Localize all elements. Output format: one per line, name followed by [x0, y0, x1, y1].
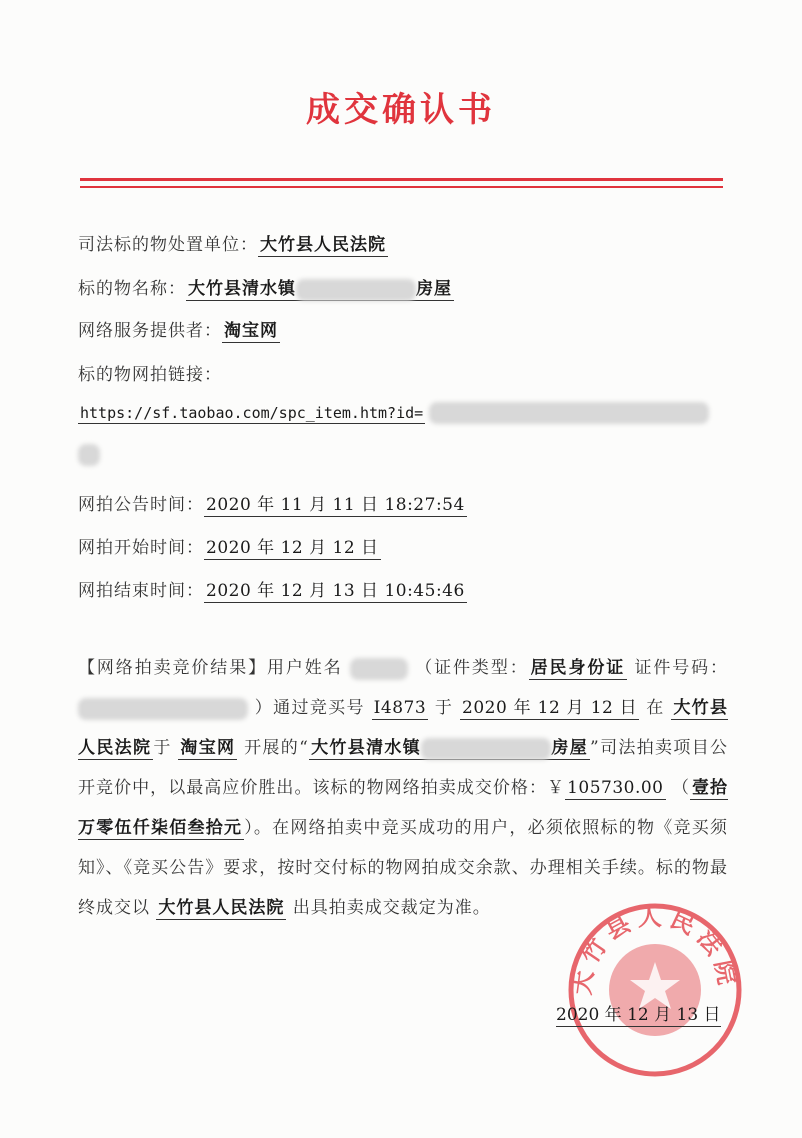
link-label-row — [78, 360, 222, 385]
announce-row — [78, 490, 467, 515]
start-label: 网拍开始时间： — [78, 538, 204, 558]
announce-time: 2020 年 11 月 11 日 18:27:54 — [206, 495, 465, 515]
end-row — [78, 576, 467, 601]
provider-row — [78, 316, 280, 341]
signing-date: 2020 年 12 月 13 日 — [556, 1000, 721, 1027]
disposal-unit-value: 大竹县人民法院 — [260, 235, 386, 255]
disposal-unit-row — [78, 230, 388, 255]
title-rule-thin — [80, 186, 723, 188]
redacted-user-name — [350, 658, 408, 680]
redacted-link-id — [429, 402, 709, 424]
result-heading: 【网络拍卖竞价结果】 — [78, 658, 267, 678]
provider-value: 淘宝网 — [224, 321, 278, 341]
final-price: 105730.00 — [567, 778, 664, 798]
link-row — [78, 402, 709, 424]
bid-number: I4873 — [373, 698, 427, 718]
disposal-unit-label: 司法标的物处置单位： — [78, 235, 258, 255]
id-type: 居民身份证 — [530, 658, 626, 678]
redacted-address — [296, 279, 416, 301]
auction-result-paragraph: 【网络拍卖竞价结果】用户姓名 （证件类型： 居民身份证 证件号码： ）通过竞买号 I4873 于 2020 年 12 月 12 日 在 大竹县人民法院 于 淘宝网 开展的“ 大竹县清水镇 房屋 ”司法拍卖项目公开竞价中，以最高应价胜出。该标的物网络拍卖成交价格：￥ 105730.00 （ 壹拾万零伍仟柒佰叁拾元 ）。在网络拍卖中竞买成功的用户，必须依照标的物《竞买须知》、《竞买公告》要求，按时交付标的物网拍成交余款、办理相关手续。标的物最终成交以 大竹县人民法院 出具拍卖成交裁定为准。 — [78, 658, 729, 918]
final-court: 大竹县人民法院 — [158, 898, 285, 918]
item-name-label: 标的物名称： — [78, 279, 186, 299]
start-time: 2020 年 12 月 12 日 — [206, 538, 379, 558]
price-in-words: 壹拾万零伍仟柒佰叁拾元 — [78, 778, 729, 838]
court-name: 大竹县人民法院 — [78, 698, 729, 758]
end-label: 网拍结束时间： — [78, 581, 204, 601]
document-title: 成交确认书 — [306, 90, 496, 130]
announce-label: 网拍公告时间： — [78, 495, 204, 515]
link-label: 标的物网拍链接： — [78, 365, 222, 385]
auction-item: 大竹县清水镇 房屋 — [310, 738, 589, 758]
currency-symbol: ￥ — [547, 778, 566, 798]
auction-link[interactable]: https://sf.taobao.com/spc_item.htm?id= — [80, 403, 424, 422]
item-name-row — [78, 274, 454, 301]
item-name-value: 大竹县清水镇 房屋 — [188, 279, 452, 299]
bid-date: 2020 年 12 月 12 日 — [462, 698, 638, 718]
start-row — [78, 533, 381, 558]
provider-label: 网络服务提供者： — [78, 321, 222, 341]
end-time: 2020 年 12 月 13 日 10:45:46 — [206, 581, 465, 601]
seal-text: 大竹县人民法院 — [566, 901, 744, 997]
court-seal — [565, 900, 745, 1080]
platform-name: 淘宝网 — [180, 738, 236, 758]
title-rule-thick — [80, 178, 723, 181]
redacted-id-number — [78, 698, 248, 720]
redacted-item-address — [421, 738, 551, 760]
redacted-link-tail — [78, 444, 100, 466]
link-row-continued — [78, 444, 100, 466]
